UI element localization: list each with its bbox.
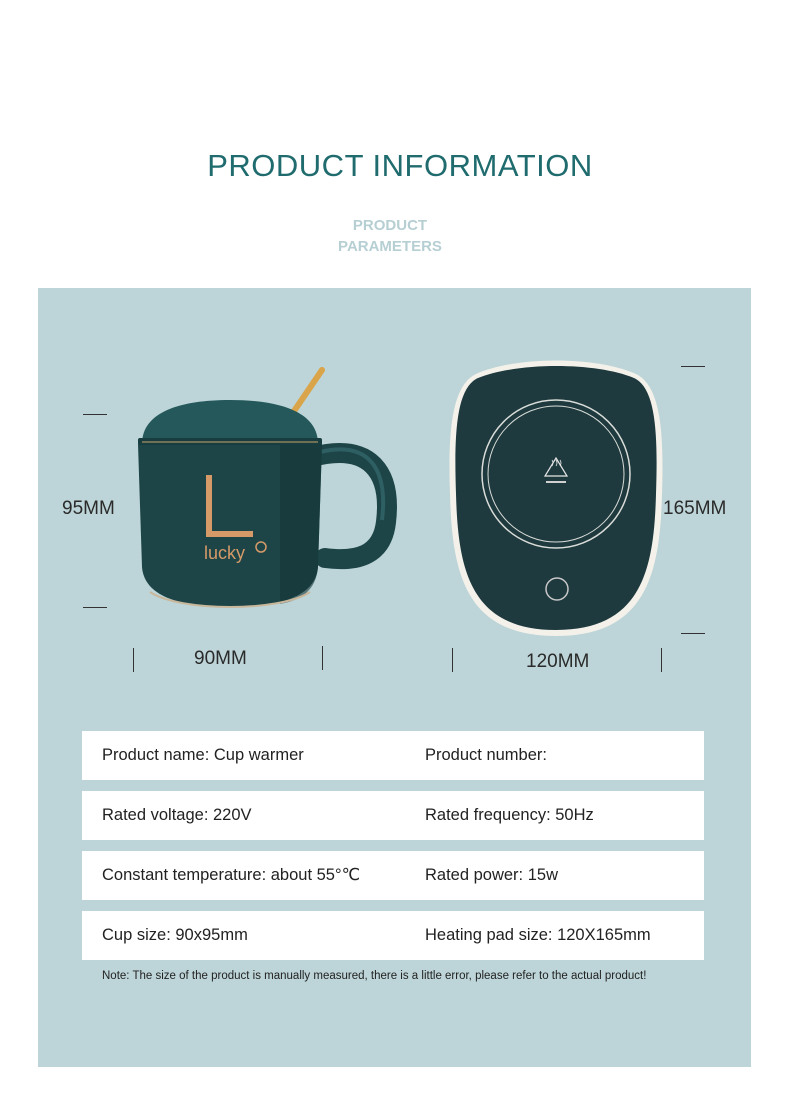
mug-right-marker <box>322 646 323 670</box>
spec-row <box>82 791 704 840</box>
mug-bottom-marker <box>83 607 107 608</box>
mug-word-lucky: lucky <box>204 543 246 563</box>
pad-top-marker <box>681 366 705 367</box>
measurement-note: Note: The size of the product is manually measured, there is a little error, please refer to the actual product! <box>102 970 647 982</box>
warning-caption-mark <box>546 481 566 483</box>
page-title: PRODUCT INFORMATION <box>207 148 593 183</box>
pad-left-marker <box>452 648 453 672</box>
spec-product-number: Product number: <box>425 746 547 764</box>
pad-right-marker <box>661 648 662 672</box>
subtitle-line-2: PARAMETERS <box>338 238 442 255</box>
spec-row <box>82 851 704 900</box>
spec-rated-power: Rated power: 15w <box>425 866 558 884</box>
page-subtitle <box>0 215 780 257</box>
mug-left-marker <box>133 648 134 672</box>
pad-bottom-marker <box>681 633 705 634</box>
subtitle-line-1: PRODUCT <box>352 217 428 234</box>
pad-width-label: 120MM <box>526 651 590 672</box>
mug-body-shade <box>280 444 322 604</box>
spec-constant-temperature: Constant temperature: about 55°℃ <box>102 866 361 884</box>
mug-height-label: 95MM <box>62 498 115 519</box>
spec-rated-voltage: Rated voltage: 220V <box>102 806 252 824</box>
spec-row <box>82 911 704 960</box>
spec-row <box>82 731 704 780</box>
mug-top-marker <box>83 414 107 415</box>
mug-width-label: 90MM <box>194 648 247 669</box>
spec-product-name: Product name: Cup warmer <box>102 746 304 764</box>
pad-height-label: 165MM <box>663 498 727 519</box>
heating-pad-illustration <box>446 354 666 644</box>
mug-lid <box>142 400 318 444</box>
spoon-handle <box>290 370 322 417</box>
spec-rated-frequency: Rated frequency: 50Hz <box>425 806 594 824</box>
spec-heating-pad-size: Heating pad size: 120X165mm <box>425 926 651 944</box>
spec-cup-size: Cup size: 90x95mm <box>102 926 248 944</box>
mug-illustration <box>120 362 400 622</box>
